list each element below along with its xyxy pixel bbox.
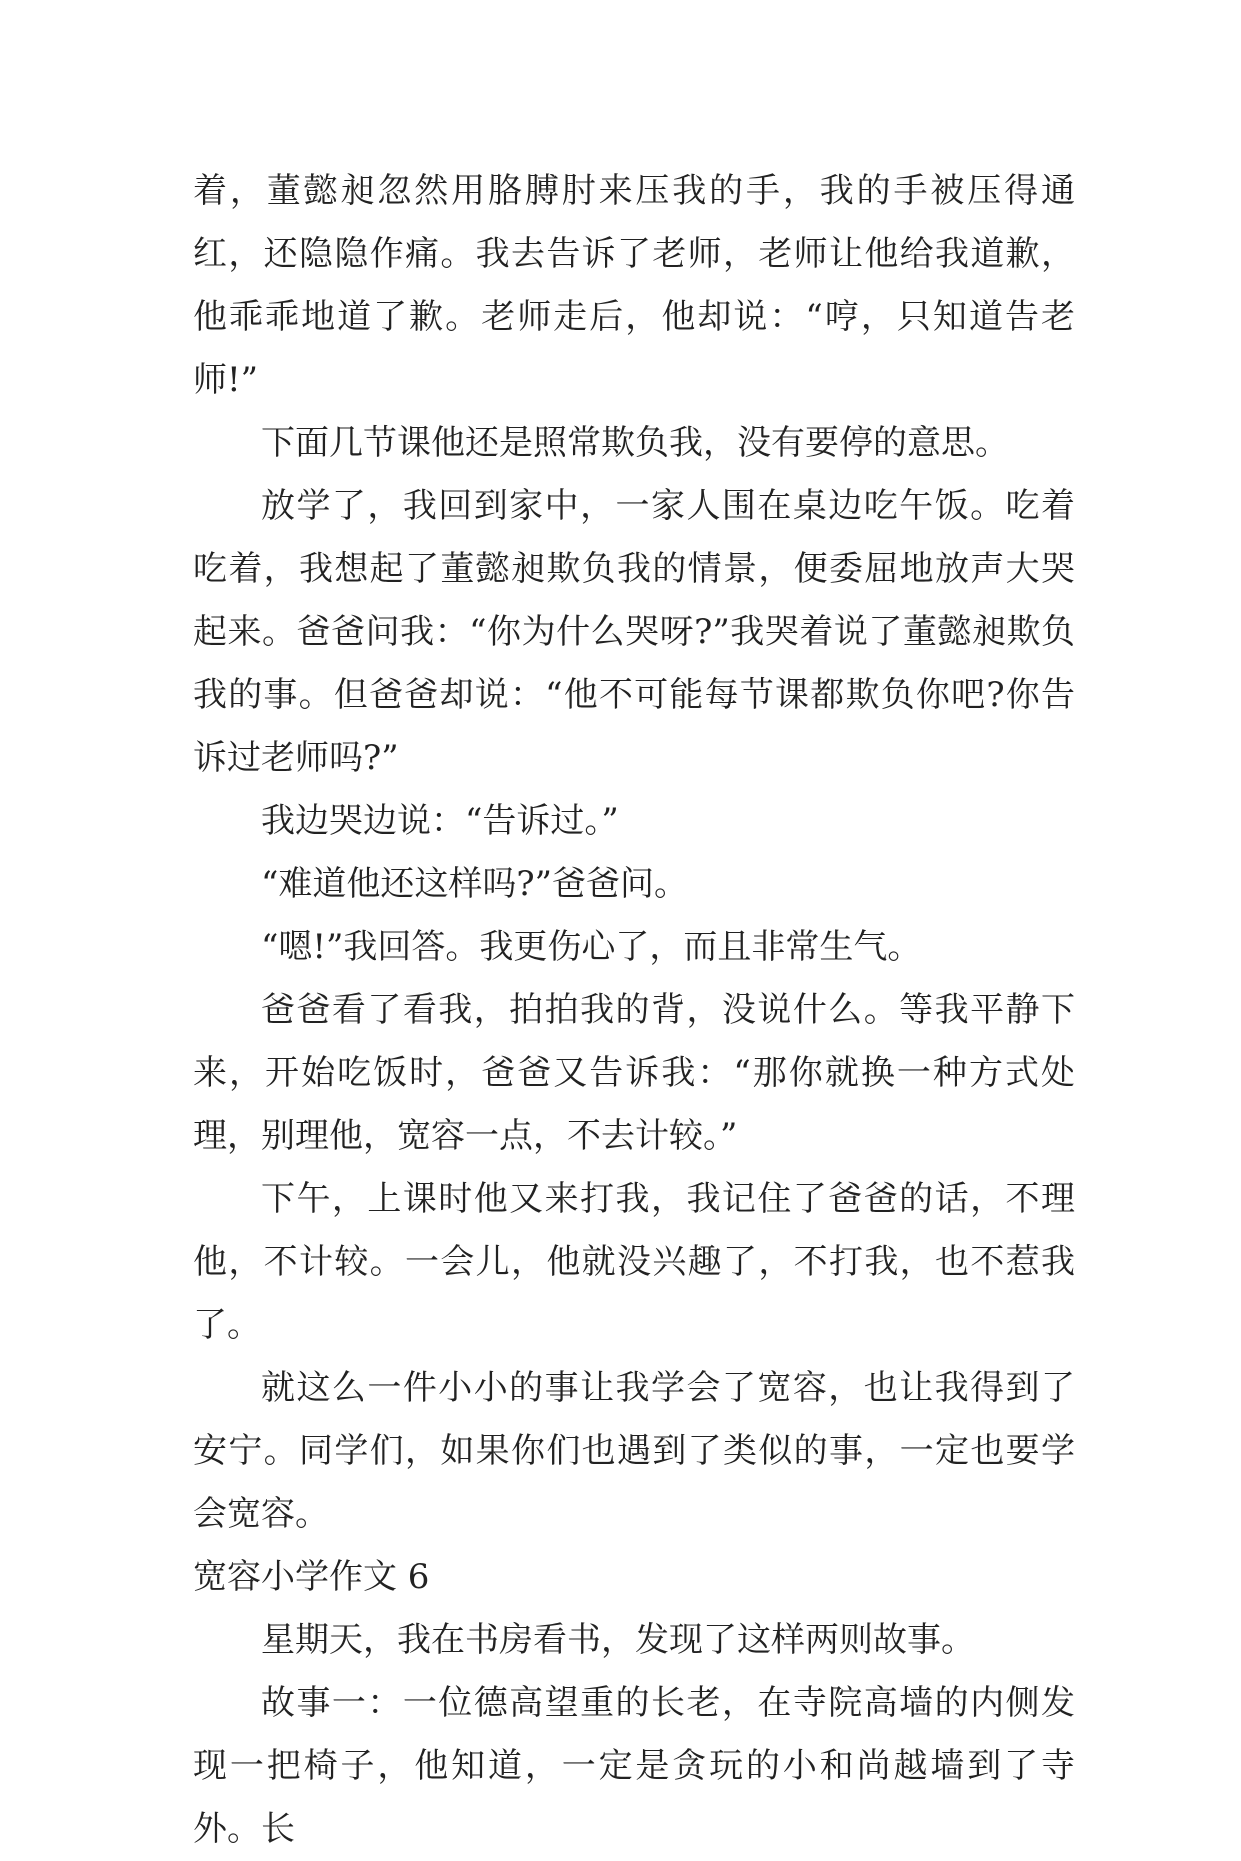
paragraph: 故事一：一位德高望重的长老，在寺院高墙的内侧发现一把椅子，他知道，一定是贪玩的小和尚越墙到了寺外。长 <box>193 1683 1075 1849</box>
paragraph: “嗯!”我回答。我更伤心了，而且非常生气。 <box>261 927 922 967</box>
paragraph: 放学了，我回到家中，一家人围在桌边吃午饭。吃着吃着，我想起了董懿昶欺负我的情景，便委屈地放声大哭起来。爸爸问我：“你为什么哭呀?”我哭着说了董懿昶欺负我的事。但爸爸却说：“他不可能每节课都欺负你吧?你告诉过老师吗?” <box>193 486 1075 778</box>
paragraph: “难道他还这样吗?”爸爸问。 <box>261 864 688 904</box>
paragraph: 下面几节课他还是照常欺负我，没有要停的意思。 <box>261 423 1009 463</box>
paragraph: 下午，上课时他又来打我，我记住了爸爸的话，不理他，不计较。一会儿，他就没兴趣了，不打我，也不惹我了。 <box>193 1179 1075 1345</box>
paragraph: 星期天，我在书房看书，发现了这样两则故事。 <box>261 1620 975 1660</box>
paragraph: 爸爸看了看我，拍拍我的背，没说什么。等我平静下来，开始吃饭时，爸爸又告诉我：“那你就换一种方式处理，别理他，宽容一点，不去计较。” <box>193 990 1075 1156</box>
section-heading: 宽容小学作文 6 <box>193 1557 430 1597</box>
paragraph: 我边哭边说：“告诉过。” <box>261 801 619 841</box>
essay-body <box>193 160 1075 1861</box>
paragraph-continuation: 着，董懿昶忽然用胳膊肘来压我的手，我的手被压得通红，还隐隐作痛。我去告诉了老师，老师让他给我道歉，他乖乖地道了歉。老师走后，他却说：“哼，只知道告老师!” <box>193 171 1075 400</box>
paragraph: 就这么一件小小的事让我学会了宽容，也让我得到了安宁。同学们，如果你们也遇到了类似的事，一定也要学会宽容。 <box>193 1368 1075 1534</box>
